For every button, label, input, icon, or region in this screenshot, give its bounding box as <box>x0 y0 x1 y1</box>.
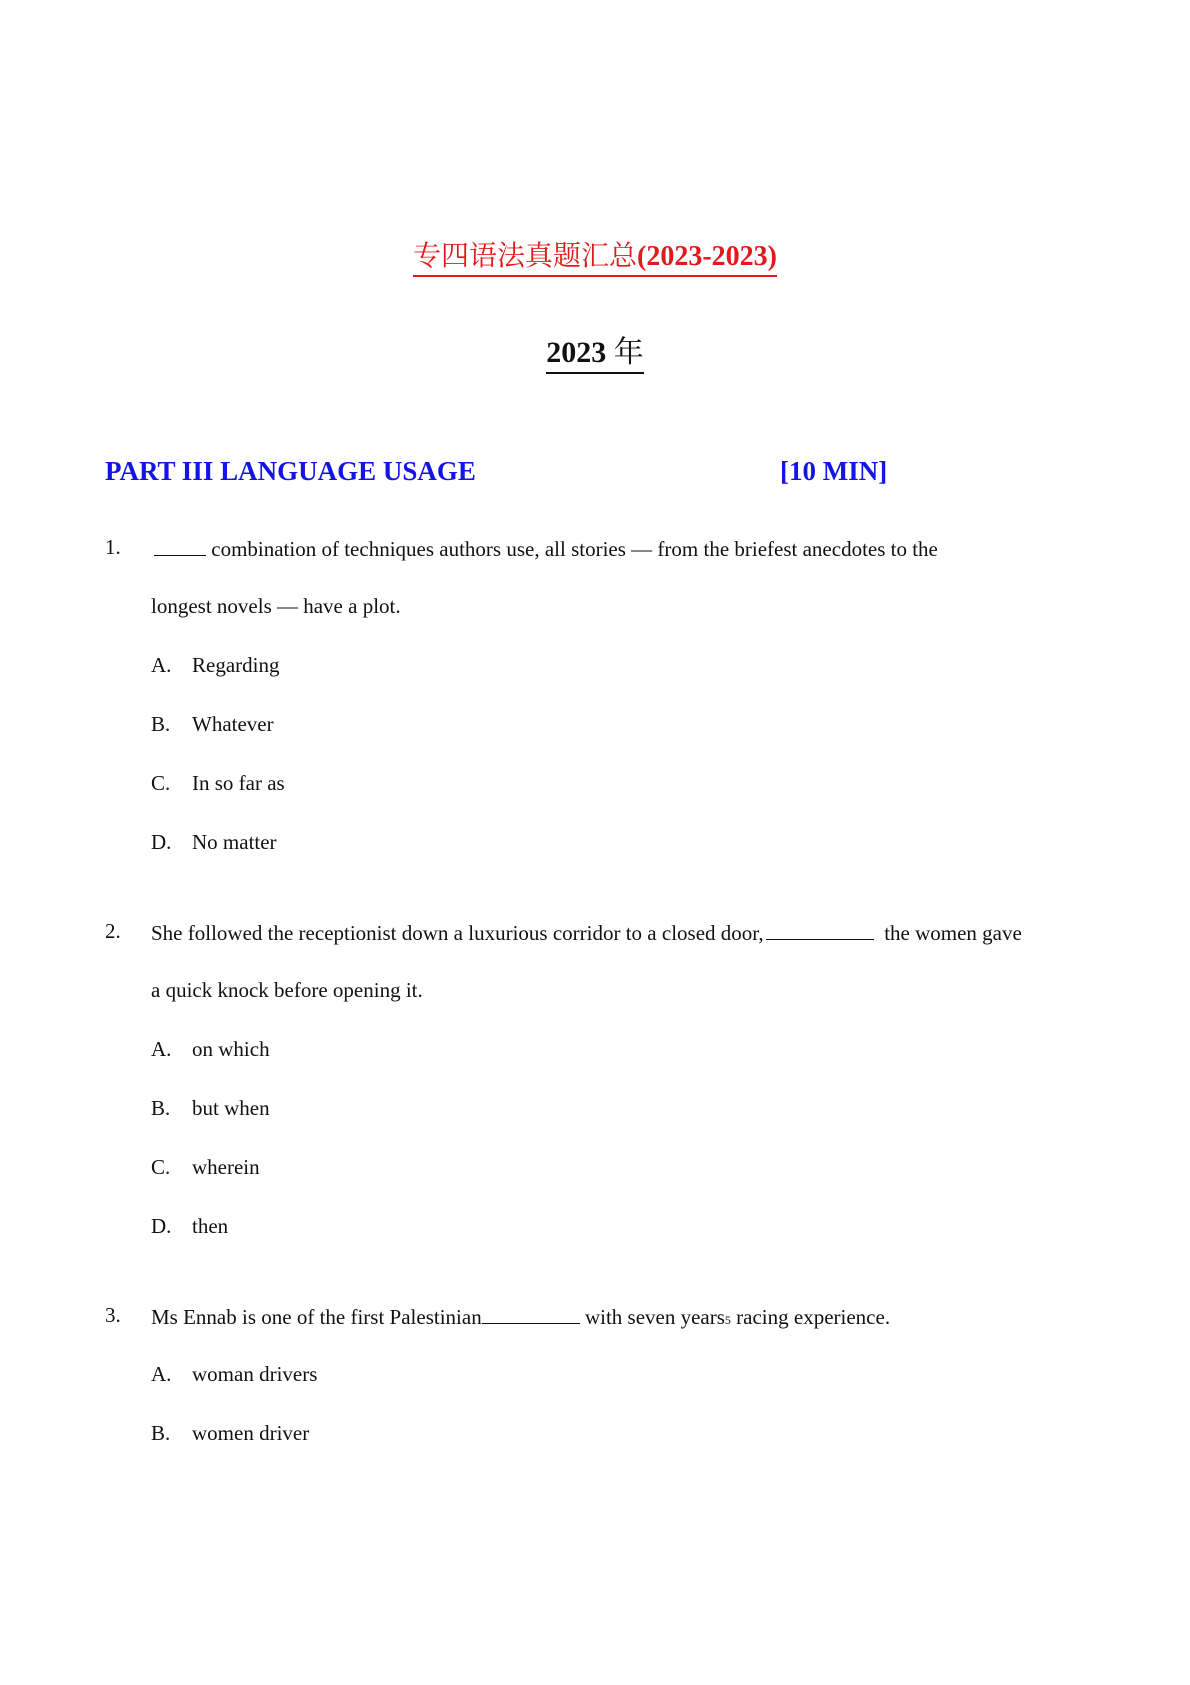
question-3-line-1: Ms Ennab is one of the first Palestinian with seven years5 racing experience. <box>151 1305 891 1329</box>
question-2-line-2: a quick knock before opening it. <box>151 978 423 1002</box>
question-2-option-a[interactable] <box>151 1039 270 1060</box>
option-letter: B. <box>151 1421 171 1445</box>
option-text: woman drivers <box>192 1362 318 1386</box>
option-text: In so far as <box>192 771 285 795</box>
option-text: then <box>192 1214 229 1238</box>
stray-mark: 5 <box>724 1313 731 1327</box>
option-letter: B. <box>151 712 171 736</box>
question-2-option-d[interactable] <box>151 1216 228 1237</box>
option-letter: C. <box>151 1155 171 1179</box>
option-text: No matter <box>192 830 277 854</box>
option-letter: C. <box>151 771 171 795</box>
question-3-number: 3. <box>105 1303 121 1327</box>
option-letter: A. <box>151 653 172 677</box>
year-heading <box>0 338 1190 374</box>
year-number: 2023 <box>546 336 607 369</box>
question-1-option-b[interactable] <box>151 714 274 735</box>
question-1-line-1: combination of techniques authors use, all stories — from the briefest anecdotes to the <box>154 537 938 560</box>
question-2-option-b[interactable] <box>151 1098 270 1119</box>
title-years: (2023-2023) <box>637 241 777 272</box>
question-1-line-2: longest novels — have a plot. <box>151 594 401 618</box>
option-letter: A. <box>151 1037 172 1061</box>
title-chinese: 专四语法真题汇总 <box>413 241 638 272</box>
question-2-number: 2. <box>105 919 121 943</box>
answer-blank <box>482 1305 580 1324</box>
question-2-option-c[interactable] <box>151 1157 260 1178</box>
question-1-option-a[interactable] <box>151 655 279 676</box>
answer-blank <box>154 537 206 556</box>
question-1-number: 1. <box>105 535 121 559</box>
option-text: women driver <box>192 1421 310 1445</box>
option-letter: B. <box>151 1096 171 1120</box>
option-text: wherein <box>192 1155 260 1179</box>
question-3-option-a[interactable] <box>151 1364 317 1385</box>
option-letter: D. <box>151 1214 172 1238</box>
option-text: but when <box>192 1096 270 1120</box>
option-text: on which <box>192 1037 270 1061</box>
option-text: Regarding <box>192 653 280 677</box>
question-2-line-1: She followed the receptionist down a luxurious corridor to a closed door, the women gave <box>151 921 1022 945</box>
option-letter: A. <box>151 1362 172 1386</box>
answer-blank <box>766 921 874 940</box>
option-letter: D. <box>151 830 172 854</box>
question-1-option-d[interactable] <box>151 832 277 853</box>
year-suffix: 年 <box>613 336 644 369</box>
question-3-option-b[interactable] <box>151 1423 309 1444</box>
question-1-option-c[interactable] <box>151 773 285 794</box>
document-title <box>0 243 1190 277</box>
option-text: Whatever <box>192 712 274 736</box>
part-heading: PART III LANGUAGE USAGE <box>105 456 476 486</box>
part-time-limit: [10 MIN] <box>780 456 888 486</box>
